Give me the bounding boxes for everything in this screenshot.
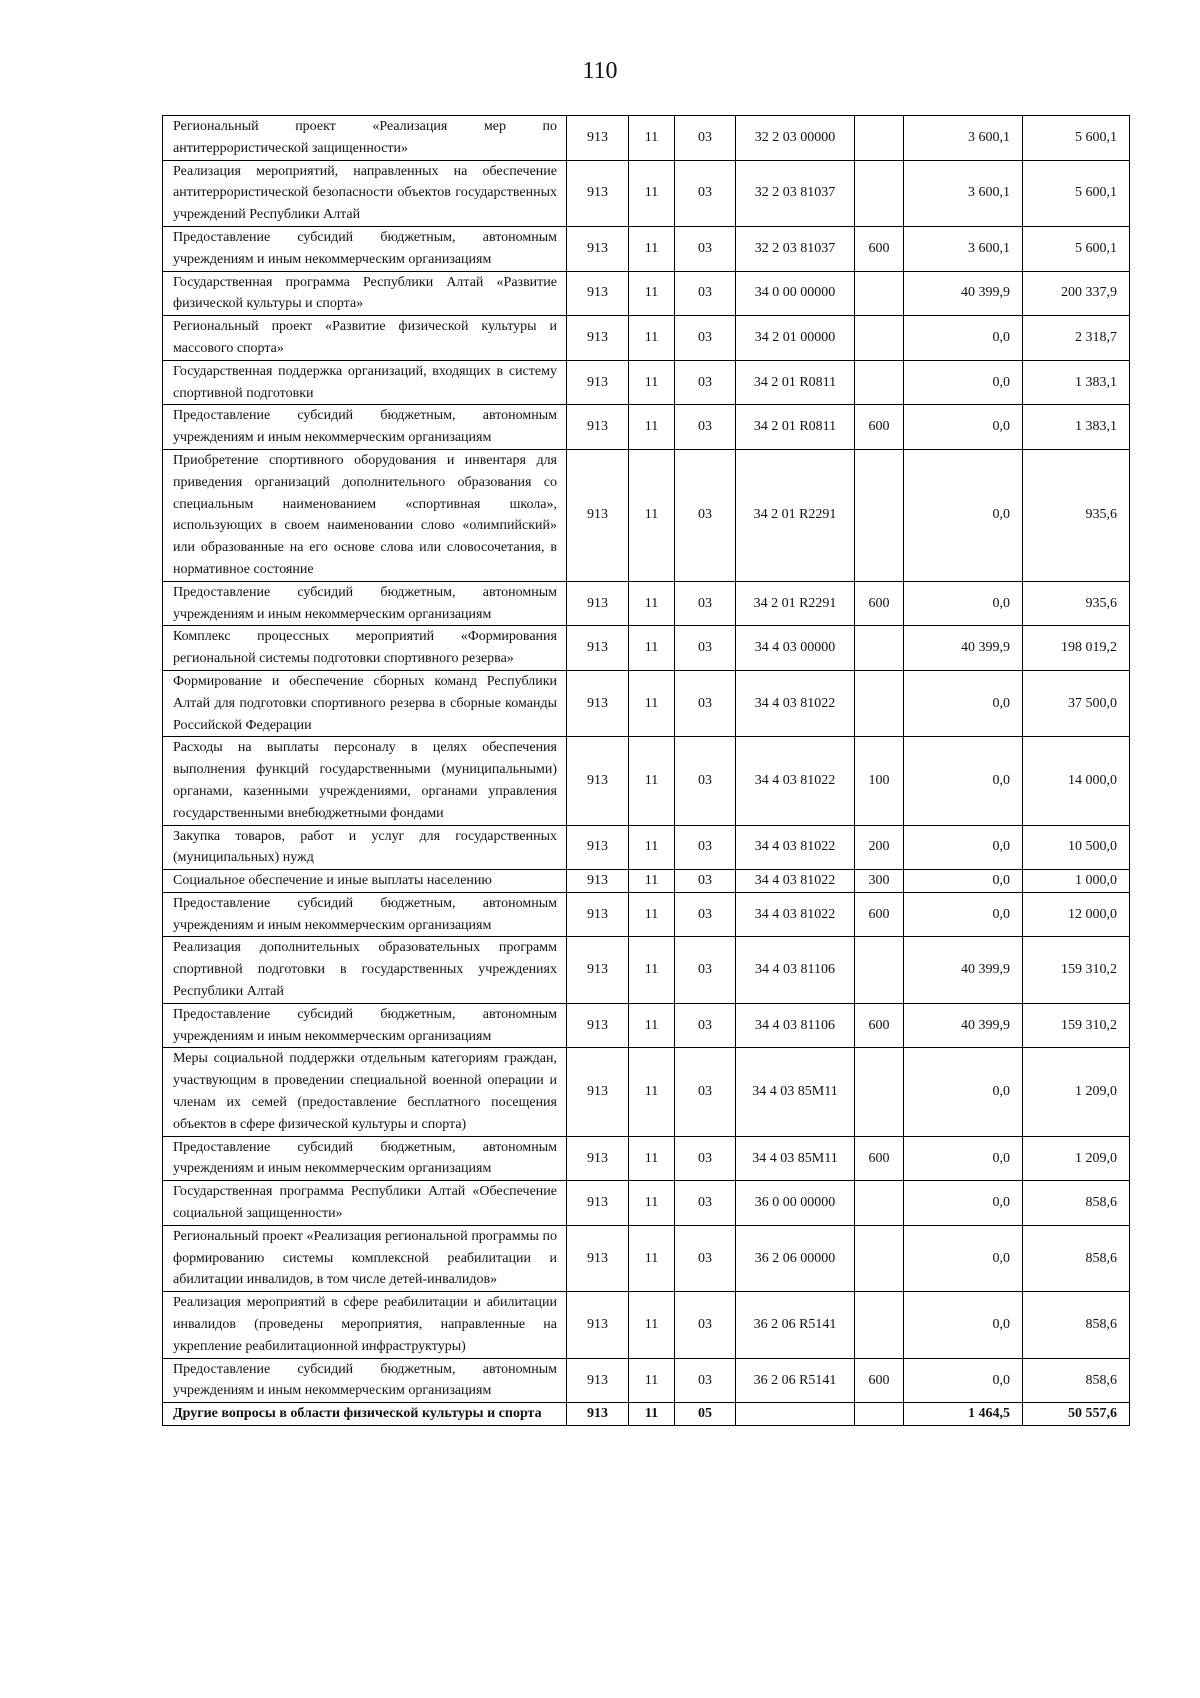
row-section-code: 11 <box>629 449 675 581</box>
row-admin-code: 913 <box>567 1358 629 1403</box>
row-amount-1: 0,0 <box>904 405 1023 450</box>
row-amount-1: 0,0 <box>904 360 1023 405</box>
row-target-article: 36 2 06 R5141 <box>736 1292 855 1358</box>
row-subsection-code: 03 <box>675 316 736 361</box>
table-row <box>163 405 1130 450</box>
row-section-code: 11 <box>629 670 675 736</box>
row-target-article: 34 0 00 00000 <box>736 271 855 316</box>
row-description: Предоставление субсидий бюджетным, автономным учреждениям и иным некоммерческим организациям <box>163 226 567 271</box>
row-admin-code: 913 <box>567 870 629 893</box>
row-subsection-code: 03 <box>675 449 736 581</box>
row-expense-type: 300 <box>855 870 904 893</box>
row-target-article: 34 2 01 00000 <box>736 316 855 361</box>
row-expense-type <box>855 1403 904 1426</box>
table-row <box>163 670 1130 736</box>
row-target-article: 34 4 03 81022 <box>736 737 855 825</box>
row-expense-type: 100 <box>855 737 904 825</box>
row-admin-code: 913 <box>567 160 629 226</box>
row-subsection-code: 03 <box>675 1181 736 1226</box>
row-admin-code: 913 <box>567 937 629 1003</box>
row-expense-type <box>855 449 904 581</box>
row-amount-2: 159 310,2 <box>1023 1003 1130 1048</box>
row-amount-1: 0,0 <box>904 892 1023 937</box>
row-admin-code: 913 <box>567 1003 629 1048</box>
table-row <box>163 271 1130 316</box>
row-amount-1: 0,0 <box>904 870 1023 893</box>
row-subsection-code: 03 <box>675 870 736 893</box>
row-target-article: 34 4 03 81022 <box>736 892 855 937</box>
row-target-article: 34 2 01 R0811 <box>736 405 855 450</box>
row-amount-2: 858,6 <box>1023 1225 1130 1291</box>
row-target-article: 34 4 03 81022 <box>736 825 855 870</box>
row-section-code: 11 <box>629 870 675 893</box>
row-subsection-code: 03 <box>675 581 736 626</box>
row-section-code: 11 <box>629 825 675 870</box>
row-section-code: 11 <box>629 1292 675 1358</box>
row-description: Формирование и обеспечение сборных команд Республики Алтай для подготовки спортивного резерва в сборные команды Российской Федерации <box>163 670 567 736</box>
row-target-article: 34 2 01 R0811 <box>736 360 855 405</box>
row-amount-1: 0,0 <box>904 825 1023 870</box>
table-row <box>163 116 1130 161</box>
row-section-code: 11 <box>629 626 675 671</box>
row-amount-2: 200 337,9 <box>1023 271 1130 316</box>
row-subsection-code: 03 <box>675 116 736 161</box>
table-row <box>163 449 1130 581</box>
row-amount-1: 3 600,1 <box>904 160 1023 226</box>
table-row <box>163 626 1130 671</box>
row-section-code: 11 <box>629 937 675 1003</box>
row-expense-type: 600 <box>855 226 904 271</box>
page-number: 110 <box>582 58 618 84</box>
row-description: Предоставление субсидий бюджетным, автономным учреждениям и иным некоммерческим организациям <box>163 1358 567 1403</box>
row-target-article: 34 4 03 85M11 <box>736 1136 855 1181</box>
row-section-code: 11 <box>629 581 675 626</box>
row-subsection-code: 03 <box>675 405 736 450</box>
row-section-code: 11 <box>629 405 675 450</box>
row-amount-2: 10 500,0 <box>1023 825 1130 870</box>
row-expense-type <box>855 1048 904 1136</box>
row-subsection-code: 03 <box>675 670 736 736</box>
row-subsection-code: 03 <box>675 1003 736 1048</box>
row-amount-2: 5 600,1 <box>1023 160 1130 226</box>
row-description: Государственная поддержка организаций, входящих в систему спортивной подготовки <box>163 360 567 405</box>
row-amount-2: 1 000,0 <box>1023 870 1130 893</box>
row-amount-1: 40 399,9 <box>904 271 1023 316</box>
row-expense-type <box>855 360 904 405</box>
row-target-article: 32 2 03 00000 <box>736 116 855 161</box>
row-amount-2: 50 557,6 <box>1023 1403 1130 1426</box>
row-description: Реализация дополнительных образовательных программ спортивной подготовки в государственных учреждениях Республики Алтай <box>163 937 567 1003</box>
table-row <box>163 1181 1130 1226</box>
table-row <box>163 892 1130 937</box>
row-section-code: 11 <box>629 116 675 161</box>
row-amount-2: 5 600,1 <box>1023 226 1130 271</box>
row-expense-type <box>855 626 904 671</box>
row-expense-type <box>855 670 904 736</box>
row-expense-type: 600 <box>855 405 904 450</box>
row-amount-2: 2 318,7 <box>1023 316 1130 361</box>
row-expense-type <box>855 116 904 161</box>
row-amount-2: 1 209,0 <box>1023 1136 1130 1181</box>
row-admin-code: 913 <box>567 670 629 736</box>
row-expense-type <box>855 271 904 316</box>
row-amount-1: 40 399,9 <box>904 1003 1023 1048</box>
row-section-code: 11 <box>629 1225 675 1291</box>
row-description: Расходы на выплаты персоналу в целях обеспечения выполнения функций государственными (муниципальными) органами, казенными учреждениями, органами управления государственными внебюджетными фондами <box>163 737 567 825</box>
row-section-code: 11 <box>629 892 675 937</box>
table-row <box>163 1292 1130 1358</box>
row-description: Предоставление субсидий бюджетным, автономным учреждениям и иным некоммерческим организациям <box>163 1136 567 1181</box>
row-description: Приобретение спортивного оборудования и инвентаря для приведения организаций дополнительного образования со специальным наименованием «спортивная школа», использующих в своем наименовании слово «олимпийский» или образованные на его основе слова или словосочетания, в нормативное состояние <box>163 449 567 581</box>
row-expense-type <box>855 1225 904 1291</box>
row-description: Закупка товаров, работ и услуг для государственных (муниципальных) нужд <box>163 825 567 870</box>
row-target-article: 36 0 00 00000 <box>736 1181 855 1226</box>
row-admin-code: 913 <box>567 1048 629 1136</box>
row-description: Реализация мероприятий в сфере реабилитации и абилитации инвалидов (проведены мероприятия, направленные на укрепление реабилитационной инфраструктуры) <box>163 1292 567 1358</box>
row-amount-2: 37 500,0 <box>1023 670 1130 736</box>
row-description: Комплекс процессных мероприятий «Формирования региональной системы подготовки спортивного резерва» <box>163 626 567 671</box>
row-section-code: 11 <box>629 316 675 361</box>
row-amount-1: 0,0 <box>904 581 1023 626</box>
row-section-code: 11 <box>629 360 675 405</box>
row-subsection-code: 03 <box>675 271 736 316</box>
row-amount-2: 12 000,0 <box>1023 892 1130 937</box>
row-description: Региональный проект «Развитие физической культуры и массового спорта» <box>163 316 567 361</box>
row-description: Предоставление субсидий бюджетным, автономным учреждениям и иным некоммерческим организациям <box>163 1003 567 1048</box>
table-row <box>163 1358 1130 1403</box>
row-subsection-code: 03 <box>675 1136 736 1181</box>
table-row <box>163 226 1130 271</box>
row-amount-2: 1 383,1 <box>1023 360 1130 405</box>
table-row <box>163 825 1130 870</box>
row-admin-code: 913 <box>567 892 629 937</box>
row-admin-code: 913 <box>567 405 629 450</box>
row-expense-type <box>855 1292 904 1358</box>
row-amount-1: 0,0 <box>904 1048 1023 1136</box>
row-target-article: 36 2 06 R5141 <box>736 1358 855 1403</box>
row-target-article: 32 2 03 81037 <box>736 226 855 271</box>
row-target-article: 34 2 01 R2291 <box>736 449 855 581</box>
row-amount-2: 858,6 <box>1023 1358 1130 1403</box>
row-amount-2: 1 383,1 <box>1023 405 1130 450</box>
row-section-code: 11 <box>629 1136 675 1181</box>
row-admin-code: 913 <box>567 626 629 671</box>
budget-table <box>162 115 1130 1426</box>
row-subsection-code: 03 <box>675 892 736 937</box>
row-amount-2: 159 310,2 <box>1023 937 1130 1003</box>
row-expense-type <box>855 316 904 361</box>
table-row <box>163 1048 1130 1136</box>
row-target-article: 34 4 03 81106 <box>736 937 855 1003</box>
row-section-code: 11 <box>629 737 675 825</box>
row-admin-code: 913 <box>567 1136 629 1181</box>
row-section-code: 11 <box>629 271 675 316</box>
row-admin-code: 913 <box>567 226 629 271</box>
row-subsection-code: 03 <box>675 1225 736 1291</box>
row-amount-1: 0,0 <box>904 1136 1023 1181</box>
row-target-article <box>736 1403 855 1426</box>
row-expense-type: 600 <box>855 1003 904 1048</box>
table-row <box>163 1225 1130 1291</box>
row-amount-1: 0,0 <box>904 1225 1023 1291</box>
row-description: Предоставление субсидий бюджетным, автономным учреждениям и иным некоммерческим организациям <box>163 892 567 937</box>
row-admin-code: 913 <box>567 116 629 161</box>
row-target-article: 34 4 03 85M11 <box>736 1048 855 1136</box>
table-row <box>163 160 1130 226</box>
table-row <box>163 316 1130 361</box>
row-expense-type: 200 <box>855 825 904 870</box>
row-subsection-code: 03 <box>675 937 736 1003</box>
row-amount-1: 40 399,9 <box>904 626 1023 671</box>
row-description: Региональный проект «Реализация мер по антитеррористической защищенности» <box>163 116 567 161</box>
row-amount-2: 858,6 <box>1023 1292 1130 1358</box>
row-description: Реализация мероприятий, направленных на обеспечение антитеррористической безопасности объектов государственных учреждений Республики Алтай <box>163 160 567 226</box>
row-amount-2: 198 019,2 <box>1023 626 1130 671</box>
row-target-article: 36 2 06 00000 <box>736 1225 855 1291</box>
row-expense-type <box>855 160 904 226</box>
row-subsection-code: 03 <box>675 737 736 825</box>
table-row <box>163 737 1130 825</box>
row-subsection-code: 03 <box>675 226 736 271</box>
row-target-article: 34 4 03 81022 <box>736 870 855 893</box>
row-subsection-code: 05 <box>675 1403 736 1426</box>
row-amount-1: 1 464,5 <box>904 1403 1023 1426</box>
row-target-article: 34 2 01 R2291 <box>736 581 855 626</box>
row-admin-code: 913 <box>567 316 629 361</box>
row-target-article: 32 2 03 81037 <box>736 160 855 226</box>
row-section-code: 11 <box>629 1358 675 1403</box>
row-section-code: 11 <box>629 1003 675 1048</box>
row-subsection-code: 03 <box>675 1358 736 1403</box>
row-admin-code: 913 <box>567 825 629 870</box>
row-amount-1: 0,0 <box>904 1292 1023 1358</box>
row-admin-code: 913 <box>567 1403 629 1426</box>
table-row <box>163 870 1130 893</box>
row-expense-type <box>855 937 904 1003</box>
table-row <box>163 1403 1130 1426</box>
table-row <box>163 937 1130 1003</box>
row-description: Меры социальной поддержки отдельным категориям граждан, участвующим в проведении специальной военной операции и членам их семей (предоставление бесплатного посещения объектов в сфере физической культуры и спорта) <box>163 1048 567 1136</box>
row-amount-2: 5 600,1 <box>1023 116 1130 161</box>
row-target-article: 34 4 03 81106 <box>736 1003 855 1048</box>
row-amount-2: 14 000,0 <box>1023 737 1130 825</box>
row-amount-2: 1 209,0 <box>1023 1048 1130 1136</box>
row-amount-1: 0,0 <box>904 670 1023 736</box>
row-description: Государственная программа Республики Алтай «Развитие физической культуры и спорта» <box>163 271 567 316</box>
row-amount-2: 935,6 <box>1023 581 1130 626</box>
row-admin-code: 913 <box>567 581 629 626</box>
row-subsection-code: 03 <box>675 626 736 671</box>
budget-table-body <box>163 116 1130 1426</box>
row-admin-code: 913 <box>567 737 629 825</box>
row-section-code: 11 <box>629 1181 675 1226</box>
row-subsection-code: 03 <box>675 1292 736 1358</box>
table-row <box>163 360 1130 405</box>
row-amount-2: 858,6 <box>1023 1181 1130 1226</box>
row-subsection-code: 03 <box>675 160 736 226</box>
row-amount-1: 40 399,9 <box>904 937 1023 1003</box>
row-subsection-code: 03 <box>675 1048 736 1136</box>
row-amount-1: 0,0 <box>904 1358 1023 1403</box>
row-admin-code: 913 <box>567 360 629 405</box>
table-row <box>163 1136 1130 1181</box>
row-section-code: 11 <box>629 1403 675 1426</box>
row-subsection-code: 03 <box>675 825 736 870</box>
row-section-code: 11 <box>629 1048 675 1136</box>
row-amount-1: 0,0 <box>904 449 1023 581</box>
row-admin-code: 913 <box>567 449 629 581</box>
row-admin-code: 913 <box>567 1225 629 1291</box>
row-description: Государственная программа Республики Алтай «Обеспечение социальной защищенности» <box>163 1181 567 1226</box>
row-expense-type: 600 <box>855 892 904 937</box>
row-amount-1: 0,0 <box>904 1181 1023 1226</box>
row-section-code: 11 <box>629 226 675 271</box>
row-admin-code: 913 <box>567 1292 629 1358</box>
table-row <box>163 1003 1130 1048</box>
row-description: Социальное обеспечение и иные выплаты населению <box>163 870 567 893</box>
row-amount-1: 3 600,1 <box>904 226 1023 271</box>
row-section-code: 11 <box>629 160 675 226</box>
row-target-article: 34 4 03 81022 <box>736 670 855 736</box>
row-target-article: 34 4 03 00000 <box>736 626 855 671</box>
row-expense-type <box>855 1181 904 1226</box>
table-row <box>163 581 1130 626</box>
row-expense-type: 600 <box>855 581 904 626</box>
row-amount-2: 935,6 <box>1023 449 1130 581</box>
row-description: Региональный проект «Реализация региональной программы по формированию системы комплексной реабилитации и абилитации инвалидов, в том числе детей-инвалидов» <box>163 1225 567 1291</box>
row-expense-type: 600 <box>855 1136 904 1181</box>
row-description: Предоставление субсидий бюджетным, автономным учреждениям и иным некоммерческим организациям <box>163 405 567 450</box>
row-amount-1: 0,0 <box>904 737 1023 825</box>
row-subsection-code: 03 <box>675 360 736 405</box>
row-admin-code: 913 <box>567 271 629 316</box>
row-amount-1: 0,0 <box>904 316 1023 361</box>
row-amount-1: 3 600,1 <box>904 116 1023 161</box>
row-description: Другие вопросы в области физической культуры и спорта <box>163 1403 567 1426</box>
row-description: Предоставление субсидий бюджетным, автономным учреждениям и иным некоммерческим организациям <box>163 581 567 626</box>
row-admin-code: 913 <box>567 1181 629 1226</box>
row-expense-type: 600 <box>855 1358 904 1403</box>
